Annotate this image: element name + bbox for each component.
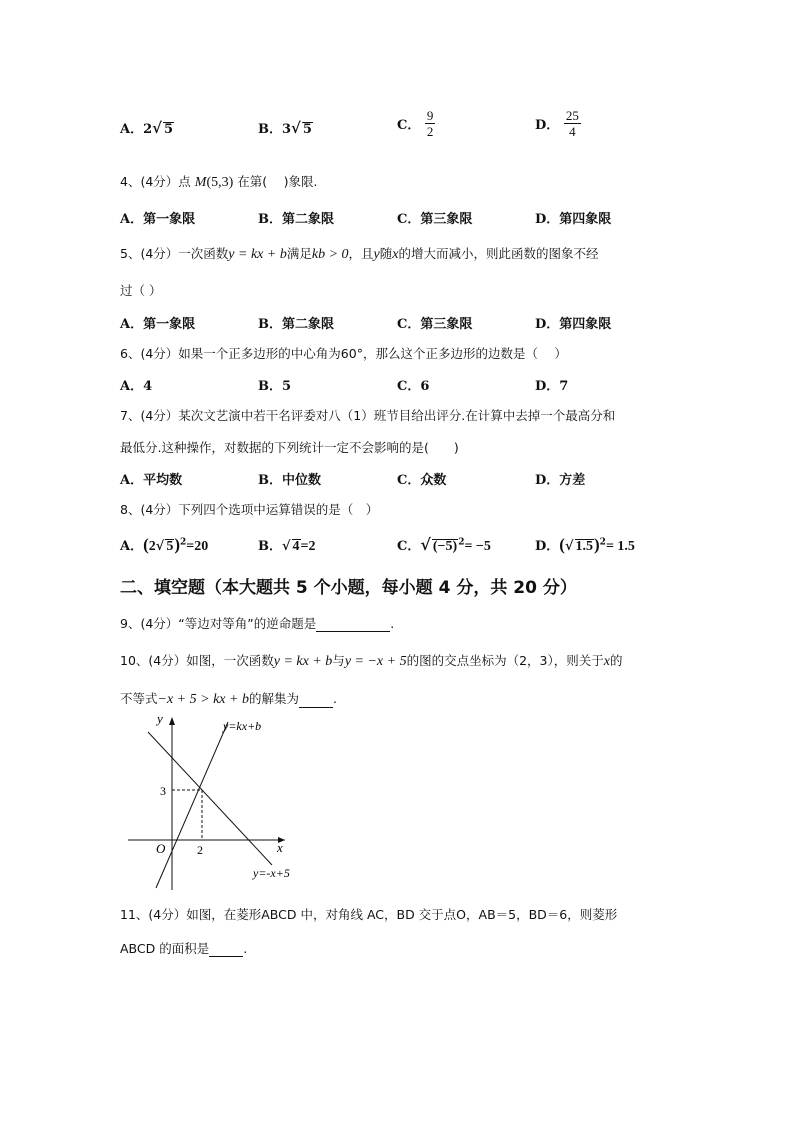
line1-label: y=kx+b	[223, 719, 262, 733]
origin-label: O	[156, 841, 166, 856]
q7-option-a: A．平均数	[120, 473, 183, 488]
question-10-line2: 不等式−x + 5 > kx + b的解集为 .	[120, 691, 337, 707]
question-11: 11、(4分）如图，在菱形ABCD 中，对角线 AC，BD 交于点O，AB＝5，BD＝6，则菱形	[120, 907, 618, 922]
q6-option-c: C．6	[397, 379, 430, 394]
x-axis-label: x	[277, 840, 283, 855]
q4-option-c: C．第三象限	[397, 212, 473, 227]
q3-option-d: D． $\frac{25}{4}$	[535, 108, 579, 139]
q6-option-d: D．7	[535, 379, 569, 394]
q6-option-a: A．4	[120, 379, 153, 394]
y-axis-label: y	[157, 711, 163, 726]
y-tick-label: 3	[160, 784, 166, 798]
question-5-line2: 过（ ）	[120, 283, 162, 298]
question-4: 4、(4分）点 M(5,3) 在第( )象限.	[120, 174, 318, 190]
question-7: 7、(4分）某次文艺演中若干名评委对八（1）班节目给出评分.在计算中去掉一个最高分和	[120, 408, 616, 423]
q5-option-c: C．第三象限	[397, 317, 473, 332]
question-9: 9、(4分）“等边对等角”的逆命题是 .	[120, 616, 395, 631]
question-5: 5、(4分）一次函数y = kx + b满足kb > 0，且y随x的增大而减小，则此函数的图象不经	[120, 246, 599, 262]
q8-option-c: C．√ $(-5)^2= -5$	[397, 535, 491, 554]
q5-option-d: D．第四象限	[535, 317, 612, 332]
q8-option-b: B．√ 4=2	[258, 539, 316, 554]
q5-option-b: B．第二象限	[258, 317, 334, 332]
answer-blank-11[interactable]	[209, 944, 243, 957]
q8-option-a: A．(2√ 5)$^2$=20	[120, 535, 209, 554]
q3-option-b: B．3√ 5	[258, 119, 312, 137]
question-10: 10、(4分）如图，一次函数y = kx + b与y = −x + 5的图的交点坐标为（2，3），则关于x的	[120, 653, 623, 669]
y-axis-arrow	[169, 717, 175, 725]
q7-option-c: C．众数	[397, 473, 447, 488]
q4-option-a: A．第一象限	[120, 212, 196, 227]
question-7-line2: 最低分.这种操作，对数据的下列统计一定不会影响的是( )	[120, 440, 459, 455]
q4-option-b: B．第二象限	[258, 212, 334, 227]
section-heading: 二、填空题（本大题共 5 个小题，每小题 4 分，共 20 分）	[120, 578, 577, 598]
q4-option-d: D．第四象限	[535, 212, 612, 227]
function-graph	[120, 705, 320, 895]
question-11-line2: ABCD 的面积是 .	[120, 941, 248, 956]
q8-option-d: D．(√ 1.5)$^2$= 1.5	[535, 535, 635, 554]
answer-blank-9[interactable]	[316, 619, 390, 632]
line2-label: y=-x+5	[253, 866, 290, 880]
question-8: 8、(4分）下列四个选项中运算错误的是（ ）	[120, 502, 379, 517]
q7-option-d: D．方差	[535, 473, 586, 488]
q5-option-a: A．第一象限	[120, 317, 196, 332]
line-kx-plus-b	[156, 722, 228, 888]
x-tick-label: 2	[197, 843, 203, 857]
q7-option-b: B．中位数	[258, 473, 321, 488]
question-6: 6、(4分）如果一个正多边形的中心角为60°，那么这个正多边形的边数是（ ）	[120, 346, 567, 361]
line-neg-x-plus-5	[148, 732, 272, 865]
q3-option-a: A．2√ 5	[120, 119, 174, 137]
q3-option-c: C． $\frac{9}{2}$	[397, 108, 434, 139]
q6-option-b: B．5	[258, 379, 292, 394]
